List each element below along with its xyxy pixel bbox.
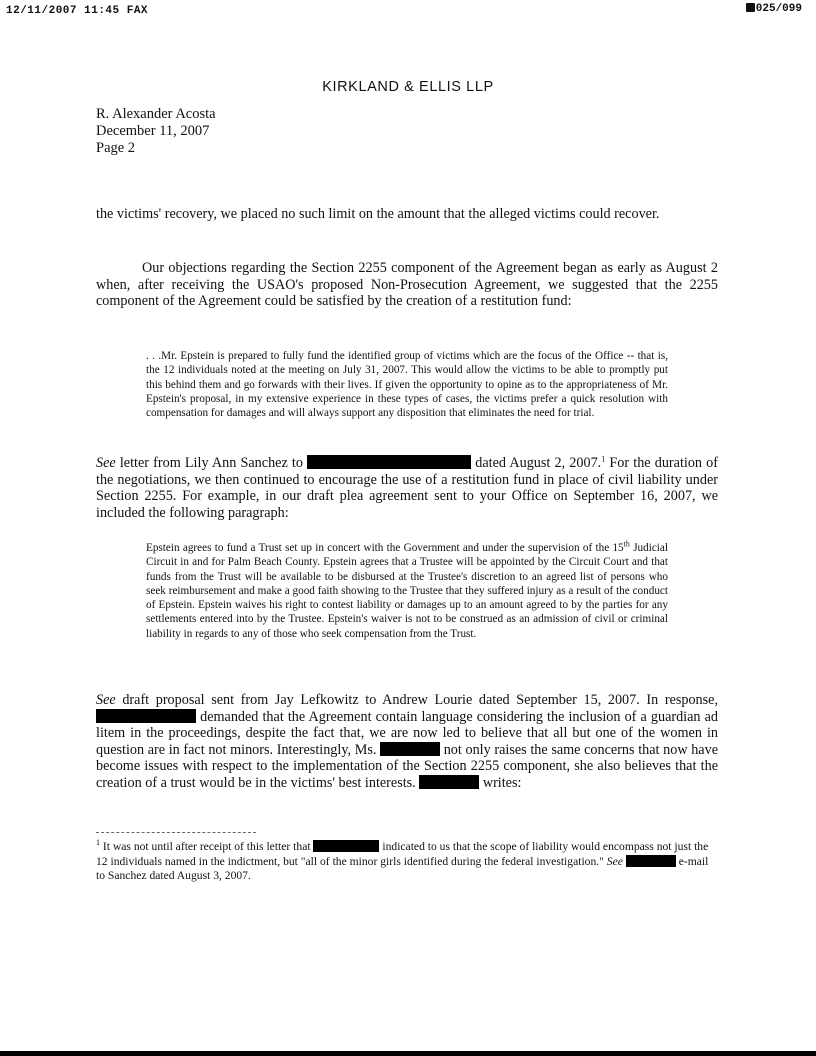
paragraph-continuation: the victims' recovery, we placed no such limit on the amount that the alleged victims could recover. bbox=[96, 206, 660, 222]
recipient-block bbox=[96, 106, 216, 157]
footnote-text-b: indicated to us that the scope of liability would encompass not just the 12 individuals named in the indictment, but "all of the minor girls identified during the federal investigation." bbox=[96, 840, 709, 868]
page-bottom-edge bbox=[0, 1051, 816, 1056]
recipient-name: R. Alexander Acosta bbox=[96, 106, 216, 122]
paragraph-objections bbox=[96, 260, 718, 310]
letter-date: December 11, 2007 bbox=[96, 123, 210, 139]
redaction-box bbox=[96, 709, 196, 723]
block-quote-trust-paragraph bbox=[146, 541, 668, 641]
redaction-box bbox=[313, 840, 379, 852]
paragraph-draft-proposal bbox=[96, 692, 718, 792]
redaction-box bbox=[419, 775, 479, 789]
fax-page-counter bbox=[746, 3, 802, 15]
footnote bbox=[96, 840, 718, 884]
p3-text-c: For the duration of the negotiations, we then continued to encourage the use of a restitution fund in place of civil liability under Section 2255. For example, in our draft plea agreement sent to your Office on September 16, 2007, we included the following paragraph: bbox=[96, 455, 718, 521]
see-signal: See bbox=[606, 854, 623, 868]
q2-superscript: th bbox=[623, 539, 630, 549]
p4-text-b: demanded that the Agreement contain language considering the inclusion of a guardian ad litem in the proceedings, despite the fact that, we are now led to believe that all but one of the women in question are in fact not minors. Interestingly, Ms. bbox=[96, 708, 718, 758]
redaction-box bbox=[626, 855, 676, 867]
footnote-mark: 1 bbox=[96, 838, 100, 848]
p4-text-c: not only raises the same concerns that now have become issues with respect to the implementation of the Section 2255 component, she also believes that the creation of a trust would be in the victims' best interests. bbox=[96, 741, 718, 791]
paragraph-objections-text: Our objections regarding the Section 2255 component of the Agreement began as early as August 2 when, after receiving the USAO's proposed Non-Prosecution Agreement, we suggested that the 2255 component of the Agreement could be satisfied by the creation of a restitution fund: bbox=[96, 260, 718, 310]
footnote-text-c: e-mail to Sanchez dated August 3, 2007. bbox=[96, 854, 709, 882]
footnote-separator bbox=[96, 832, 256, 833]
redaction-box bbox=[307, 455, 471, 469]
p4-text-a: draft proposal sent from Jay Lefkowitz to Andrew Lourie dated September 15, 2007. In response, bbox=[122, 692, 719, 708]
see-signal: See bbox=[96, 692, 116, 708]
letterhead: KIRKLAND & ELLIS LLP bbox=[322, 79, 494, 95]
p4-text-d: writes: bbox=[482, 774, 522, 791]
block-quote-epstein-offer: . . .Mr. Epstein is prepared to fully fund the identified group of victims which are the focus of the Office -- that is, the 12 individuals noted at the meeting on July 31, 2007. This would allow the victims to be able to promptly put this behind them and go forwards with their lives. If given the opportunity to opine as to the appropriateness of Mr. Epstein's proposal, in my extensive experience in these types of cases, the victims prefer a quick resolution with compensation for damages and will always support any disposition that eliminates the need for trial. bbox=[146, 350, 668, 420]
fax-timestamp: 12/11/2007 11:45 FAX bbox=[6, 5, 149, 17]
footnote-text-a: It was not until after receipt of this letter that bbox=[102, 840, 311, 853]
page-number: Page 2 bbox=[96, 140, 136, 156]
see-signal: See bbox=[96, 455, 116, 471]
p3-text-a: letter from Lily Ann Sanchez to bbox=[119, 455, 303, 471]
paragraph-letter-reference bbox=[96, 455, 718, 521]
fax-icon bbox=[746, 3, 755, 12]
q2-text-a: Epstein agrees to fund a Trust set up in concert with the Government and under the supervision of the 15 bbox=[146, 542, 624, 554]
q2-text-b: Judicial Circuit in and for Palm Beach County. Epstein agrees that a Trustee will be appointed by the Circuit Court and that funds from the Trust will be available to be disbursed at the Trustee's discretion to an agreed list of persons who seek reimbursement and make a good faith showing to the Trustee that they suffered injury as a result of the conduct of Epstein. Epstein waives his right to contest liability or damages up to an amount agreed to by the parties for any settlements entered into by the Trustee. Epstein's waiver is not to be construed as an admission of civil or criminal liability in regards to any of those who seek compensation from the Trust. bbox=[146, 542, 668, 640]
fax-page-number: 025/099 bbox=[755, 3, 802, 15]
p3-text-b: dated August 2, 2007. bbox=[475, 455, 602, 471]
footnote-ref: 1 bbox=[601, 454, 606, 464]
redaction-box bbox=[380, 742, 440, 756]
